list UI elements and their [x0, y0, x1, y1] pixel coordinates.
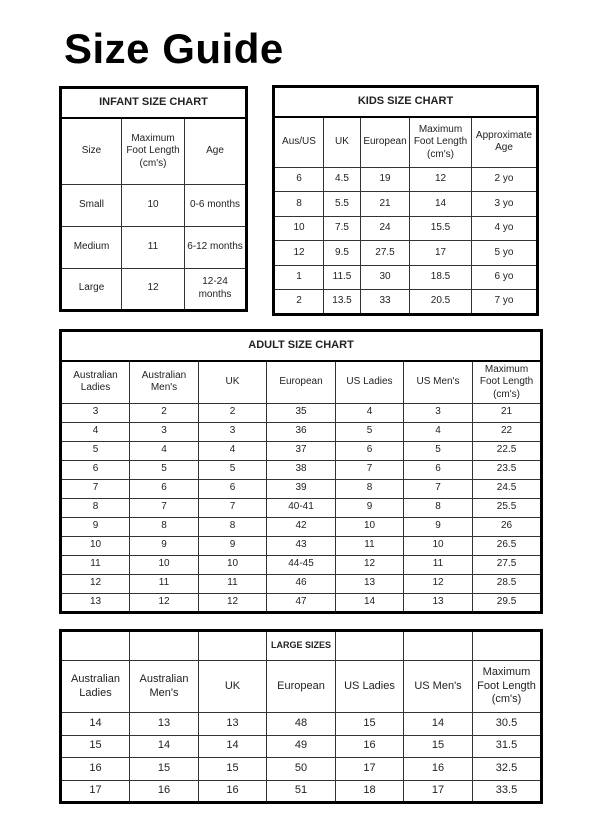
table-cell: 2 [274, 290, 324, 315]
table-cell: 15.5 [410, 216, 472, 241]
table-caption-row [274, 87, 538, 118]
table-cell: 13 [199, 713, 267, 736]
table-cell: 9 [130, 536, 199, 555]
column-header: Australian Ladies [61, 661, 130, 713]
table-row [274, 241, 538, 266]
table-cell: 51 [267, 780, 336, 803]
table-cell: 17 [410, 241, 472, 266]
table-row [61, 574, 542, 593]
column-header: UK [199, 661, 267, 713]
table-cell: 16 [199, 780, 267, 803]
table-row [274, 167, 538, 192]
column-header: European [267, 661, 336, 713]
page-title: Size Guide [64, 25, 284, 72]
table-cell: 6 [274, 167, 324, 192]
table-cell: 7 [336, 460, 404, 479]
column-header: Aus/US [274, 117, 324, 167]
table-row [61, 479, 542, 498]
table-cell: 15 [130, 758, 199, 781]
table-cell: 9 [404, 517, 473, 536]
table-cell: 12 [130, 593, 199, 612]
table-cell: 19 [361, 167, 410, 192]
table-cell: 27.5 [361, 241, 410, 266]
table-cell: 8 [404, 498, 473, 517]
table-cell: 12 [122, 268, 185, 310]
table-cell: 0-6 months [185, 184, 247, 226]
table-cell: 14 [336, 593, 404, 612]
table-cell: 5 [404, 441, 473, 460]
table-row [274, 192, 538, 217]
table-cell: 17 [336, 758, 404, 781]
column-header: US Men's [404, 361, 473, 403]
table-row [61, 441, 542, 460]
table-row [61, 713, 542, 736]
table-cell: 12 [199, 593, 267, 612]
table-cell: 5 [336, 422, 404, 441]
table-cell: 14 [199, 735, 267, 758]
table-row [61, 758, 542, 781]
table-cell: 24 [361, 216, 410, 241]
table-cell: 36 [267, 422, 336, 441]
table-cell: 7 [61, 479, 130, 498]
table-cell: 12-24 months [185, 268, 247, 310]
infant-caption: INFANT SIZE CHART [61, 88, 247, 119]
table-cell: 11 [336, 536, 404, 555]
table-cell: 10 [122, 184, 185, 226]
table-cell: 12 [61, 574, 130, 593]
table-cell: 5.5 [324, 192, 361, 217]
table-cell: 22.5 [473, 441, 542, 460]
table-cell: 11 [404, 555, 473, 574]
table-row [61, 780, 542, 803]
table-cell: 7 [130, 498, 199, 517]
table-cell: 13 [336, 574, 404, 593]
table-cell: 43 [267, 536, 336, 555]
table-cell: 16 [61, 758, 130, 781]
table-cell: 7.5 [324, 216, 361, 241]
column-header: Australian Men's [130, 361, 199, 403]
table-cell: 12 [274, 241, 324, 266]
table-cell: 17 [61, 780, 130, 803]
table-cell: 39 [267, 479, 336, 498]
table-cell: 2 [130, 403, 199, 422]
table-cell: 12 [404, 574, 473, 593]
table-cell: Medium [61, 226, 122, 268]
column-header: Australian Ladies [61, 361, 130, 403]
table-cell: 15 [199, 758, 267, 781]
table-cell: 6 yo [472, 265, 538, 290]
table-cell: 6 [130, 479, 199, 498]
table-cell: 2 [199, 403, 267, 422]
table-cell: 14 [404, 713, 473, 736]
adult-size-table [59, 329, 543, 614]
table-cell: 15 [404, 735, 473, 758]
table-row [61, 460, 542, 479]
table-row [61, 517, 542, 536]
table-cell: 3 [199, 422, 267, 441]
empty-cell [199, 631, 267, 661]
table-cell: 9.5 [324, 241, 361, 266]
table-cell: 11 [61, 555, 130, 574]
table-cell: 10 [404, 536, 473, 555]
table-cell: 4 [61, 422, 130, 441]
table-cell: 9 [61, 517, 130, 536]
table-cell: 18.5 [410, 265, 472, 290]
table-cell: 11 [122, 226, 185, 268]
table-cell: 20.5 [410, 290, 472, 315]
table-cell: 21 [473, 403, 542, 422]
table-cell: 22 [473, 422, 542, 441]
table-cell: 21 [361, 192, 410, 217]
table-cell: 3 yo [472, 192, 538, 217]
table-caption-row [61, 88, 247, 119]
table-row [61, 268, 247, 310]
table-row [61, 498, 542, 517]
table-cell: 8 [336, 479, 404, 498]
column-header: US Ladies [336, 361, 404, 403]
table-cell: 25.5 [473, 498, 542, 517]
table-cell: 10 [274, 216, 324, 241]
large-caption: LARGE SIZES [267, 631, 336, 661]
table-cell: 8 [199, 517, 267, 536]
table-cell: 11.5 [324, 265, 361, 290]
table-cell: 7 [199, 498, 267, 517]
column-header: Age [185, 118, 247, 184]
table-cell: 29.5 [473, 593, 542, 612]
table-cell: 4 [130, 441, 199, 460]
table-row [274, 265, 538, 290]
table-cell: 6-12 months [185, 226, 247, 268]
table-row [274, 216, 538, 241]
table-cell: 24.5 [473, 479, 542, 498]
table-cell: 13 [61, 593, 130, 612]
table-cell: 17 [404, 780, 473, 803]
table-cell: 6 [404, 460, 473, 479]
table-cell: 30 [361, 265, 410, 290]
empty-cell [336, 631, 404, 661]
table-cell: 33 [361, 290, 410, 315]
table-cell: 37 [267, 441, 336, 460]
table-row [61, 403, 542, 422]
kids-size-table [272, 85, 539, 316]
table-cell: 3 [61, 403, 130, 422]
table-caption-row [61, 331, 542, 362]
empty-cell [130, 631, 199, 661]
column-header: Maximum Foot Length (cm's) [473, 661, 542, 713]
table-cell: 4 [199, 441, 267, 460]
table-cell: 7 [404, 479, 473, 498]
table-header-row [61, 118, 247, 184]
table-cell: 10 [61, 536, 130, 555]
table-cell: 35 [267, 403, 336, 422]
empty-cell [61, 631, 130, 661]
table-row [274, 290, 538, 315]
table-cell: 16 [404, 758, 473, 781]
table-cell: 27.5 [473, 555, 542, 574]
table-cell: 14 [61, 713, 130, 736]
column-header: Size [61, 118, 122, 184]
adult-caption: ADULT SIZE CHART [61, 331, 542, 362]
column-header: US Ladies [336, 661, 404, 713]
column-header: Maximum Foot Length (cm's) [122, 118, 185, 184]
table-cell: 6 [199, 479, 267, 498]
table-cell: 16 [130, 780, 199, 803]
table-cell: 38 [267, 460, 336, 479]
column-header: UK [199, 361, 267, 403]
table-cell: 1 [274, 265, 324, 290]
table-cell: 11 [130, 574, 199, 593]
table-cell: 15 [336, 713, 404, 736]
table-row [61, 536, 542, 555]
table-cell: 3 [130, 422, 199, 441]
table-cell: 3 [404, 403, 473, 422]
table-cell: 5 [61, 441, 130, 460]
table-cell: 28.5 [473, 574, 542, 593]
table-cell: 10 [336, 517, 404, 536]
table-cell: 4.5 [324, 167, 361, 192]
table-row [61, 593, 542, 612]
table-cell: 15 [61, 735, 130, 758]
table-cell: 4 yo [472, 216, 538, 241]
table-cell: 7 yo [472, 290, 538, 315]
table-cell: 32.5 [473, 758, 542, 781]
table-cell: 40-41 [267, 498, 336, 517]
table-cell: 4 [336, 403, 404, 422]
table-cell: 13 [404, 593, 473, 612]
table-cell: 2 yo [472, 167, 538, 192]
column-header: European [361, 117, 410, 167]
table-cell: Large [61, 268, 122, 310]
table-cell: 50 [267, 758, 336, 781]
table-row [61, 555, 542, 574]
table-cell: 4 [404, 422, 473, 441]
table-cell: 13 [130, 713, 199, 736]
table-row [61, 184, 247, 226]
table-cell: 6 [61, 460, 130, 479]
table-cell: 42 [267, 517, 336, 536]
table-cell: 44-45 [267, 555, 336, 574]
table-cell: 9 [336, 498, 404, 517]
column-header: Australian Men's [130, 661, 199, 713]
table-row [61, 735, 542, 758]
empty-cell [473, 631, 542, 661]
table-cell: 14 [130, 735, 199, 758]
table-cell: 11 [199, 574, 267, 593]
column-header: Maximum Foot Length (cm's) [410, 117, 472, 167]
column-header: UK [324, 117, 361, 167]
table-cell: 8 [274, 192, 324, 217]
table-row [61, 422, 542, 441]
table-cell: 10 [130, 555, 199, 574]
table-cell: 48 [267, 713, 336, 736]
kids-caption: KIDS SIZE CHART [274, 87, 538, 118]
table-header-row [274, 117, 538, 167]
table-cell: 31.5 [473, 735, 542, 758]
table-cell: 5 [130, 460, 199, 479]
column-header: US Men's [404, 661, 473, 713]
table-cell: 46 [267, 574, 336, 593]
column-header: Maximum Foot Length (cm's) [473, 361, 542, 403]
column-header: European [267, 361, 336, 403]
table-cell: 8 [61, 498, 130, 517]
table-cell: 12 [410, 167, 472, 192]
large-size-table [59, 629, 543, 804]
table-cell: 5 [199, 460, 267, 479]
infant-size-table [59, 86, 248, 312]
table-cell: 10 [199, 555, 267, 574]
table-cell: 33.5 [473, 780, 542, 803]
table-cell: Small [61, 184, 122, 226]
table-cell: 6 [336, 441, 404, 460]
table-cell: 14 [410, 192, 472, 217]
column-header: Approximate Age [472, 117, 538, 167]
table-cell: 9 [199, 536, 267, 555]
table-cell: 12 [336, 555, 404, 574]
table-cell: 30.5 [473, 713, 542, 736]
table-caption-row [61, 631, 542, 661]
table-cell: 47 [267, 593, 336, 612]
empty-cell [404, 631, 473, 661]
table-cell: 49 [267, 735, 336, 758]
table-cell: 26 [473, 517, 542, 536]
table-cell: 26.5 [473, 536, 542, 555]
table-row [61, 226, 247, 268]
table-header-row [61, 661, 542, 713]
table-cell: 16 [336, 735, 404, 758]
table-header-row [61, 361, 542, 403]
table-cell: 5 yo [472, 241, 538, 266]
table-cell: 13.5 [324, 290, 361, 315]
adult-table-body [61, 403, 542, 612]
table-cell: 23.5 [473, 460, 542, 479]
table-cell: 8 [130, 517, 199, 536]
table-cell: 18 [336, 780, 404, 803]
